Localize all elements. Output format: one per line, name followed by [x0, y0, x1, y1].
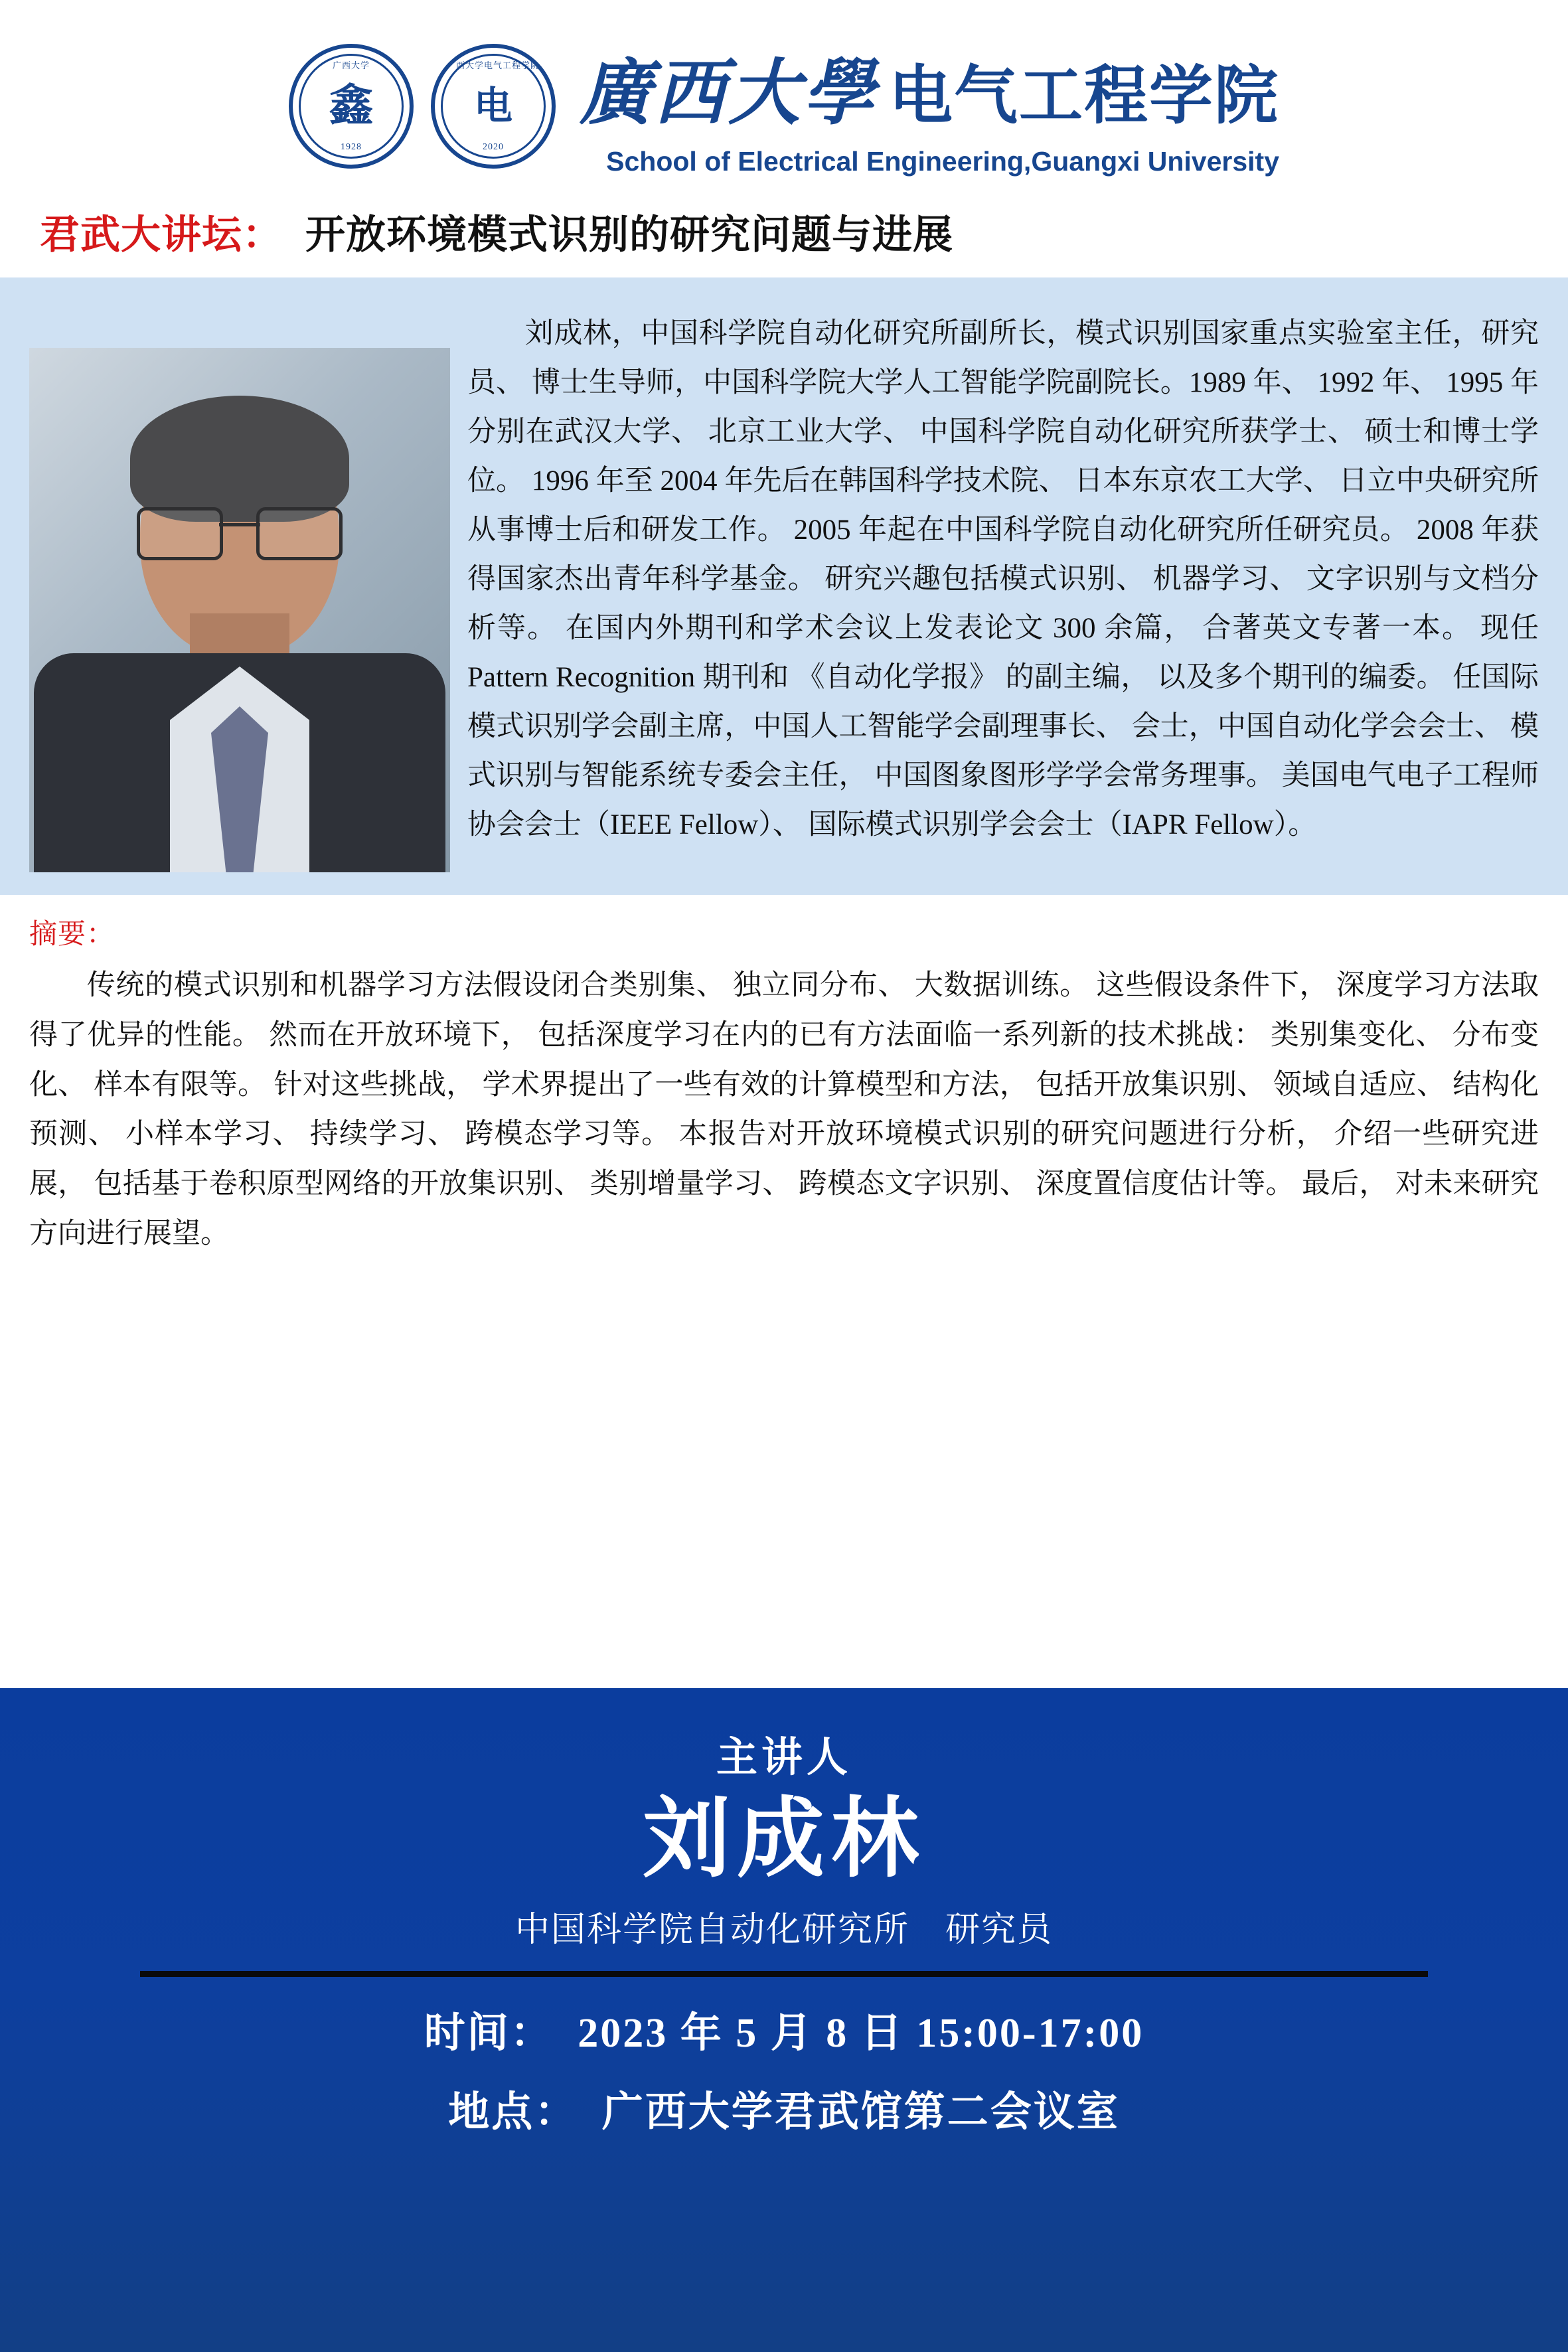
institution-title-cn	[580, 35, 1279, 138]
event-time-label: 时间：	[424, 2010, 554, 2056]
speaker-portrait	[29, 348, 450, 872]
abstract-text	[29, 961, 1539, 1259]
school-name-cn: 电气工程学院	[889, 60, 1279, 131]
speaker-bio-text	[467, 293, 1539, 849]
crest-bottom-text: 1928	[340, 142, 362, 152]
abstract-section	[0, 895, 1568, 1279]
glasses-bridge	[219, 523, 260, 526]
event-place-row	[0, 2078, 1568, 2138]
portrait-hair	[130, 396, 349, 522]
speaker-bio-section	[0, 277, 1568, 895]
bio-paragraph: 刘成林，中国科学院自动化研究所副所长，模式识别国家重点实验室主任，研究员、 博士生导师，中国科学院大学人工智能学院副院长。1989 年、 1992 年、 1995 年分别在武汉大学、 北京工业大学、 中国科学院自动化研究所获学士、 硕士和博士学位。 1996 年至 2004 年先后在韩国科学技术院、 日本东京农工大学、 日立中央研究所从事博士后和研发工作。 2005 年起在中国科学院自动化研究所任研究员。 2008 年获得国家杰出青年科学基金。 研究兴趣包括模式识别、 机器学习、 文字识别与文档分析等。 在国内外期刊和学术会议上发表论文 300 余篇， 合著英文专著一本。 现任 Pattern Recognition 期刊和 《自动化学报》 的副主编， 以及多个期刊的编委。 任国际模式识别学会副主席，中国人工智能学会副理事长、 会士，中国自动化学会会士、 模式识别与智能系统专委会主任， 中国图象图形学学会常务理事。 美国电气电子工程师协会会士（IEEE Fellow）、 国际模式识别学会会士（IAPR Fellow）。	[467, 318, 1539, 840]
university-crest-icon	[289, 44, 414, 169]
divider	[140, 1971, 1428, 1977]
institution-title-en: School of Electrical Engineering,Guangxi University	[606, 146, 1279, 177]
glasses-lens-right	[256, 507, 343, 560]
event-place-value: 广西大学君武馆第二会议室	[601, 2089, 1120, 2135]
glasses-lens-left	[137, 507, 223, 560]
crest-glyph: 电	[473, 84, 512, 127]
event-time-row	[0, 1999, 1568, 2059]
lecture-series-label: 君武大讲坛：	[40, 212, 283, 257]
abstract-label: 摘要：	[29, 918, 116, 949]
event-time-value: 2023 年 5 月 8 日 15:00-17:00	[578, 2010, 1144, 2056]
crest-top-text: 广西大学电气工程学院	[446, 60, 540, 70]
page-title: 开放环境模式识别的研究问题与进展	[305, 212, 953, 257]
event-footer	[0, 1688, 1568, 2352]
header-inner	[289, 35, 1279, 177]
speaker-label: 主讲人	[716, 1735, 852, 1780]
crest-top-text: 广西大学	[332, 60, 370, 70]
institution-title-block	[580, 35, 1279, 177]
crest-glyph: 鑫	[329, 82, 373, 130]
school-crest-icon	[431, 44, 556, 169]
crest-bottom-text: 2020	[482, 142, 504, 152]
speaker-name: 刘成林	[643, 1790, 925, 1887]
header-banner	[0, 0, 1568, 199]
glasses-icon	[137, 507, 343, 556]
talk-title-row	[0, 199, 1568, 277]
speaker-affiliation: 中国科学院自动化研究所 研究员	[514, 1910, 1053, 1949]
university-name-cn: 廣西大學	[579, 54, 877, 133]
abstract-paragraph: 传统的模式识别和机器学习方法假设闭合类别集、 独立同分布、 大数据训练。 这些假设条件下， 深度学习方法取得了优异的性能。 然而在开放环境下， 包括深度学习在内的已有方法面临一系列新的技术挑战： 类别集变化、 分布变化、 样本有限等。 针对这些挑战， 学术界提出了一些有效的计算模型和方法， 包括开放集识别、 领域自适应、 结构化预测、 小样本学习、 持续学习、 跨模态学习等。 本报告对开放环境模式识别的研究问题进行分析， 介绍一些研究进展， 包括基于卷积原型网络的开放集识别、 类别增量学习、 跨模态文字识别、 深度置信度估计等。 最后， 对未来研究方向进行展望。	[29, 970, 1539, 1250]
event-place-label: 地点：	[448, 2089, 578, 2135]
